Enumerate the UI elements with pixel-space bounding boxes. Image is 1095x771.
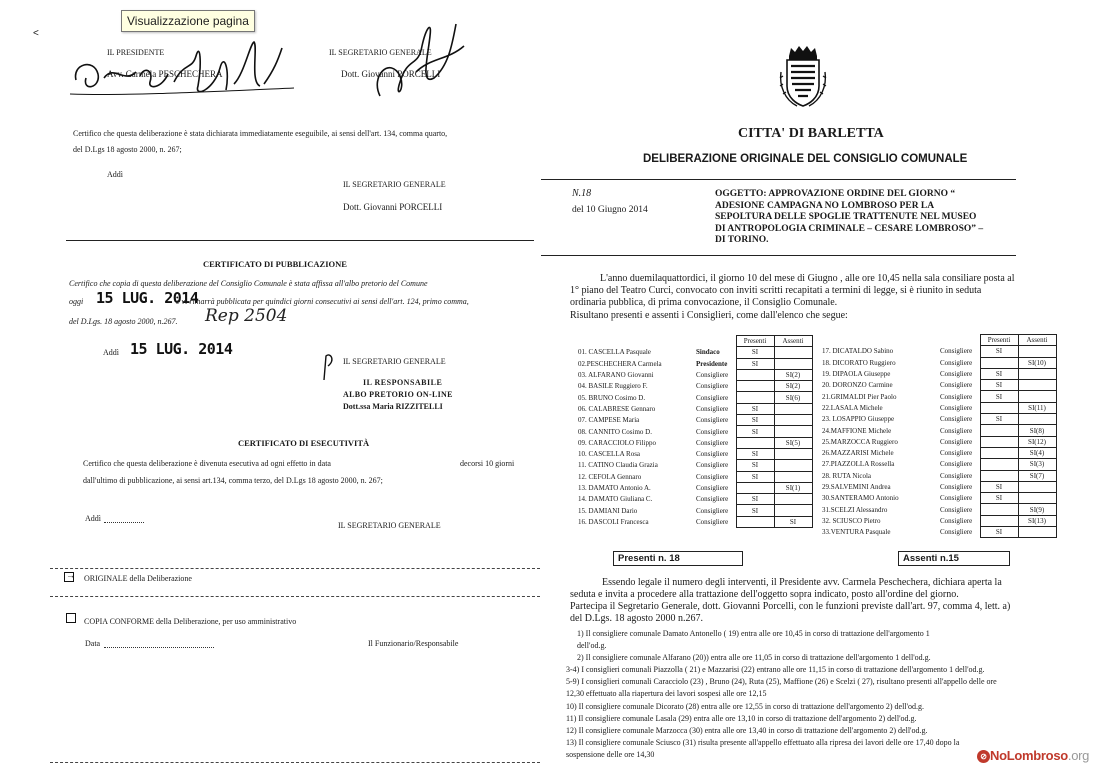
- member-name: 06. CALABRESE Gennaro: [578, 404, 656, 413]
- member-presente: [736, 392, 774, 403]
- member-assente: SI(12): [1018, 436, 1056, 447]
- note-line: 2) Il consigliere comunale Alfarano (20)) entra alle ore 11,05 in corso di trattazione dell'argomento 1 dell'od.g.: [577, 653, 931, 663]
- member-assente: SI(11): [1018, 402, 1056, 413]
- member-presente: SI: [736, 403, 774, 414]
- member-presente: SI: [736, 448, 774, 459]
- oggetto-line: DI ANTROPOLOGIA CRIMINALE – CESARE LOMBROSO” –: [715, 223, 984, 234]
- copia-checkbox[interactable]: [66, 613, 76, 623]
- council-member-row: [820, 368, 1056, 379]
- member-assente: SI(13): [1018, 515, 1056, 526]
- member-presente: [736, 381, 774, 392]
- member-presente: SI: [980, 380, 1018, 391]
- member-presente: [980, 459, 1018, 470]
- member-name: 10. CASCELLA Rosa: [578, 450, 641, 459]
- repertorio-handwritten: Rep 2504: [205, 306, 288, 326]
- council-member-row: [820, 504, 1056, 515]
- council-member-row: [820, 436, 1056, 447]
- header-presenti: Presenti: [980, 335, 1018, 346]
- responsabile-line3: Dott.ssa Maria RIZZITELLI: [343, 402, 443, 411]
- member-presente: [980, 402, 1018, 413]
- member-name: 18. DICORATO Ruggiero: [822, 358, 896, 367]
- member-presente: [980, 447, 1018, 458]
- member-assente: [1018, 414, 1056, 425]
- council-member-row: [820, 470, 1056, 481]
- member-assente: SI(8): [1018, 425, 1056, 436]
- member-presente: SI: [736, 460, 774, 471]
- member-role: Consigliere: [940, 415, 973, 424]
- small-signature-mark: [318, 352, 338, 382]
- segretario-heading-3: IL SEGRETARIO GENERALE: [338, 521, 441, 530]
- member-presente: [736, 437, 774, 448]
- oggetto-line: SEPOLTURA DELLE SPOGLIE TRATTENUTE NEL MUSEO: [715, 212, 977, 223]
- council-member-row: [576, 437, 812, 448]
- member-assente: [1018, 493, 1056, 504]
- council-member-row: [820, 425, 1056, 436]
- member-role: Consigliere: [696, 461, 729, 470]
- presidente-name: Avv. Carmela PESCHECHERA: [107, 69, 223, 79]
- executivity-line1: Certifico che questa deliberazione è divenuta esecutiva ad ogni effetto in data: [83, 459, 331, 468]
- member-presente: SI: [980, 391, 1018, 402]
- responsabile-line1: IL RESPONSABILE: [363, 378, 443, 387]
- council-table-left: [576, 335, 813, 528]
- member-presente: [980, 470, 1018, 481]
- member-name: 33.VENTURA Pasquale: [822, 528, 891, 537]
- deliberation-title: DELIBERAZIONE ORIGINALE DEL CONSIGLIO COMUNALE: [643, 153, 968, 165]
- member-presente: SI: [980, 414, 1018, 425]
- council-member-row: [576, 415, 812, 426]
- member-name: 28. RUTA Nicola: [822, 471, 872, 480]
- member-name: 03. ALFARANO Giovanni: [578, 371, 654, 380]
- note-line: 1) Il consigliere comunale Damato Antonello ( 19) entra alle ore 10,45 in corso di trattazione dell'argomento 1: [577, 629, 930, 638]
- member-presente: [736, 516, 774, 527]
- member-presente: SI: [980, 481, 1018, 492]
- council-member-row: [576, 448, 812, 459]
- member-name: 11. CATINO Claudia Grazia: [578, 461, 658, 470]
- header-rule-bottom: [541, 255, 1016, 256]
- member-presente: SI: [980, 527, 1018, 538]
- member-presente: SI: [980, 368, 1018, 379]
- member-role: Consigliere: [940, 528, 973, 537]
- member-name: 13. DAMATO Antonio A.: [578, 484, 651, 492]
- council-member-row: [576, 505, 812, 516]
- responsabile-line2: ALBO PRETORIO ON-LINE: [343, 390, 453, 399]
- member-name: 08. CANNITO Cosimo D.: [578, 427, 652, 436]
- member-role: Consigliere: [696, 517, 729, 526]
- member-presente: [736, 369, 774, 380]
- member-name: 31.SCELZI Alessandro: [822, 505, 888, 514]
- council-member-row: [820, 527, 1056, 538]
- member-name: 09. CARACCIOLO Filippo: [578, 438, 656, 447]
- header-spacer: [576, 336, 694, 347]
- member-name: 15. DAMIANI Dario: [578, 506, 638, 515]
- member-presente: SI: [736, 358, 774, 369]
- member-presente: [980, 357, 1018, 368]
- member-assente: [774, 358, 812, 369]
- page-corner-mark: <: [33, 28, 39, 39]
- publication-title: CERTIFICATO DI PUBBLICAZIONE: [203, 259, 347, 269]
- nolombroso-watermark[interactable]: [977, 748, 1089, 763]
- executivity-line2: dall'ultimo di pubblicazione, ai sensi art.134, comma terzo, del D.Lgs 18 agosto 2000, n. 267;: [83, 476, 383, 485]
- member-name: 23. LOSAPPIO Giuseppe: [822, 415, 895, 424]
- cert-exec-line1: Certifico che questa deliberazione è stata dichiarata immediatamente eseguibile, ai sensi dell'art. 134, comma quarto,: [73, 129, 448, 138]
- member-presente: SI: [736, 494, 774, 505]
- council-member-row: [576, 369, 812, 380]
- addi-3-dotted-line: [104, 522, 144, 523]
- member-role: Consigliere: [940, 516, 973, 525]
- note-line: 5-9) I consiglieri comunali Caracciolo (23) , Bruno (24), Ruta (25), Maffione (26) e Scelzi ( 27), risultano presenti all'appello delle ore: [566, 677, 997, 687]
- member-role: Consigliere: [696, 404, 729, 413]
- council-member-row: [576, 482, 812, 493]
- member-name: 02.PESCHECHERA Carmela: [578, 359, 662, 368]
- body-line: Partecipa il Segretario Generale, dott. Giovanni Porcelli, con le funzioni previste dall'art. 97, comma 4, lett. a): [570, 600, 1011, 612]
- table-header-row: [576, 336, 812, 347]
- member-assente: [1018, 391, 1056, 402]
- council-member-row: [576, 471, 812, 482]
- originale-check-mark: →: [66, 570, 75, 580]
- header-presenti: Presenti: [736, 336, 774, 347]
- header-spacer: [820, 335, 938, 346]
- data-label: Data: [85, 639, 101, 648]
- council-member-row: [820, 346, 1056, 357]
- deliberation-date: del 10 Giugno 2014: [572, 205, 648, 215]
- oggetto-line: ADESIONE CAMPAGNA NO LOMBROSO PER LA: [715, 200, 935, 211]
- header-spacer: [938, 335, 980, 346]
- member-role: Consigliere: [940, 494, 973, 503]
- council-member-row: [576, 381, 812, 392]
- publication-date-stamp: 15 LUG. 2014: [96, 289, 199, 307]
- member-role: Consigliere: [940, 437, 973, 446]
- member-name: 01. CASCELLA Pasquale: [578, 348, 651, 357]
- member-role: Consigliere: [940, 370, 973, 379]
- member-assente: [774, 347, 812, 358]
- executivity-line1-end: decorsi 10 giorni: [460, 459, 515, 468]
- note-line: 10) Il consigliere comunale Dicorato (28) entra alle ore 12,55 in corso di trattazione dell'argomento 2) dell'od.g.: [566, 701, 924, 711]
- member-presente: SI: [736, 471, 774, 482]
- member-presente: [980, 504, 1018, 515]
- member-name: 24.MAFFIONE Michele: [822, 426, 892, 435]
- member-name: 32. SCIUSCO Pietro: [822, 516, 881, 525]
- council-member-row: [820, 493, 1056, 504]
- member-name: 27.PIAZZOLLA Rossella: [822, 460, 895, 469]
- member-role: Consigliere: [696, 393, 729, 402]
- header-rule-top: [541, 179, 1016, 180]
- presidente-heading: IL PRESIDENTE: [107, 48, 165, 57]
- assenti-total: Assenti n.15: [898, 551, 1010, 566]
- funzionario-label: Il Funzionario/Responsabile: [368, 639, 459, 648]
- member-assente: [774, 494, 812, 505]
- member-presente: [980, 515, 1018, 526]
- member-role: Consigliere: [696, 371, 729, 380]
- body-line: seduta e invita a procedere alla trattazione dell'oggetto sopra indicato, posto all'ordine del giorno.: [570, 588, 959, 600]
- presidente-signature: [64, 34, 304, 104]
- header-spacer: [694, 336, 736, 347]
- originale-label: ORIGINALE della Deliberazione: [84, 574, 192, 583]
- member-assente: SI(1): [774, 482, 812, 493]
- member-name: 21.GRIMALDI Pier Paolo: [822, 392, 897, 401]
- member-name: 25.MARZOCCA Ruggiero: [822, 437, 898, 446]
- member-role: Consigliere: [940, 449, 973, 458]
- member-name: 22.LASALA Michele: [822, 403, 883, 412]
- addi-label-3: Addì: [85, 514, 101, 523]
- member-role: Consigliere: [696, 484, 729, 492]
- segretario-heading-1: IL SEGRETARIO GENERALE: [343, 180, 446, 189]
- council-member-row: [576, 516, 812, 527]
- segretario-heading-top: IL SEGRETARIO GENERALE: [329, 48, 432, 57]
- member-assente: [1018, 481, 1056, 492]
- member-name: 16. DASCOLI Francesca: [578, 517, 649, 526]
- member-name: 12. CEFOLA Gennaro: [578, 472, 642, 481]
- member-role: Presidente: [696, 359, 728, 368]
- divider-dashed-3: [50, 762, 540, 763]
- barletta-crest-icon: [777, 42, 829, 110]
- council-member-row: [820, 481, 1056, 492]
- member-assente: SI: [774, 516, 812, 527]
- member-name: 17. DICATALDO Sabino: [822, 347, 894, 356]
- member-assente: [774, 403, 812, 414]
- member-role: Consigliere: [940, 483, 973, 491]
- member-assente: SI(6): [774, 392, 812, 403]
- deliberation-number: N.18: [572, 188, 592, 199]
- council-member-row: [820, 402, 1056, 413]
- member-presente: SI: [980, 346, 1018, 357]
- copia-label: COPIA CONFORME della Deliberazione, per uso amministrativo: [84, 617, 297, 626]
- addi-date-stamp: 15 LUG. 2014: [130, 340, 233, 358]
- member-role: Sindaco: [696, 348, 720, 357]
- council-member-row: [576, 403, 812, 414]
- member-presente: [980, 425, 1018, 436]
- member-role: Consigliere: [696, 472, 729, 481]
- member-role: Consigliere: [940, 471, 973, 480]
- member-role: Consigliere: [696, 416, 729, 425]
- presenti-total: Presenti n. 18: [613, 551, 743, 566]
- member-name: 04. BASILE Ruggiero F.: [578, 382, 648, 391]
- addi-label-2: Addì: [103, 348, 119, 357]
- member-name: 07. CAMPESE Maria: [578, 416, 640, 425]
- intro-paragraph: [570, 273, 1080, 322]
- member-role: Consigliere: [696, 495, 729, 504]
- member-assente: SI(3): [1018, 459, 1056, 470]
- publication-oggi: oggi: [69, 297, 84, 306]
- city-name: CITTA' DI BARLETTA: [738, 126, 884, 141]
- member-presente: SI: [736, 415, 774, 426]
- divider-dashed-1: [50, 568, 540, 569]
- note-line: 12) Il consigliere comunale Marzocca (30) entra alle ore 13,40 in corso di trattazione dell'argomento 2) dell'od.g.: [566, 725, 928, 735]
- council-member-row: [820, 447, 1056, 458]
- member-presente: SI: [736, 347, 774, 358]
- council-member-row: [820, 380, 1056, 391]
- council-member-row: [820, 391, 1056, 402]
- member-role: Consigliere: [696, 382, 729, 391]
- member-name: 29.SALVEMINI Andrea: [822, 483, 891, 491]
- member-assente: SI(10): [1018, 357, 1056, 368]
- council-member-row: [576, 358, 812, 369]
- member-role: Consigliere: [696, 450, 729, 459]
- council-member-row: [576, 426, 812, 437]
- council-member-row: [820, 414, 1056, 425]
- intro-line: ordinaria pubblica, di prima convocazione, il Consiglio Comunale.: [570, 297, 838, 309]
- member-name: 19. DIPAOLA Giuseppe: [822, 370, 891, 379]
- segretario-name-top: Dott. Giovanni PORCELLI: [341, 69, 441, 79]
- member-name: 30.SANTERAMO Antonio: [822, 494, 899, 503]
- council-member-row: [820, 357, 1056, 368]
- cert-exec-line2: del D.Lgs 18 agosto 2000, n. 267;: [73, 145, 182, 154]
- oggetto-line: DI TORINO.: [715, 235, 769, 246]
- publication-line2: e vi rimarrà pubblicata per quindici giorni consecutivi ai sensi dell'art. 124, primo comma,: [176, 297, 469, 306]
- notes-block: [566, 628, 1084, 761]
- member-assente: [774, 505, 812, 516]
- member-assente: SI(4): [1018, 447, 1056, 458]
- council-member-row: [576, 392, 812, 403]
- table-header-row: [820, 335, 1056, 346]
- member-assente: [774, 448, 812, 459]
- note-line: 3-4) I consiglieri comunali Piazzolla ( 21) e Mazzarisi (22) entrano alle ore 11,15 in corso di trattazione dell'argomento 1 dell'od.g.: [566, 665, 985, 675]
- body-line: Essendo legale il numero degli interventi, il Presidente avv. Carmela Peschechera, dichiara aperta la: [602, 577, 1002, 588]
- member-assente: [1018, 368, 1056, 379]
- member-assente: [774, 415, 812, 426]
- member-presente: SI: [736, 426, 774, 437]
- member-assente: SI(9): [1018, 504, 1056, 515]
- member-name: 26.MAZZARISI Michele: [822, 449, 894, 458]
- council-member-row: [820, 515, 1056, 526]
- member-presente: SI: [980, 493, 1018, 504]
- watermark-main: Lombroso: [1006, 748, 1068, 763]
- publication-line3: del D.Lgs. 18 agosto 2000, n.267.: [69, 317, 178, 326]
- intro-line: L'anno duemilaquattordici, il giorno 10 del mese di Giugno , alle ore 10,45 nella sala consiliare posta al: [600, 273, 1015, 284]
- header-assenti: Assenti: [1018, 335, 1056, 346]
- council-member-row: [576, 347, 812, 358]
- member-assente: SI(2): [774, 369, 812, 380]
- publication-line1: Certifico che copia di questa deliberazione del Consiglio Comunale è stata affissa all'albo pretorio del Comune: [69, 279, 428, 288]
- council-table-right: [820, 334, 1057, 538]
- note-line: sospensione delle ore 14,30: [566, 749, 655, 759]
- note-line: dell'od.g.: [577, 641, 607, 651]
- member-role: Consigliere: [940, 426, 973, 435]
- council-member-row: [820, 459, 1056, 470]
- divider-dashed-2: [50, 596, 540, 597]
- member-assente: [774, 471, 812, 482]
- member-presente: [736, 482, 774, 493]
- oggetto-line: OGGETTO: APPROVAZIONE ORDINE DEL GIORNO “: [715, 189, 956, 199]
- member-assente: [774, 426, 812, 437]
- member-role: Consigliere: [696, 427, 729, 436]
- member-role: Consigliere: [940, 505, 973, 514]
- member-role: Consigliere: [940, 403, 973, 412]
- member-role: Consigliere: [940, 460, 973, 469]
- intro-line: Risultano presenti e assenti i Consiglieri, come dall'elenco che segue:: [570, 309, 848, 321]
- header-assenti: Assenti: [774, 336, 812, 347]
- data-dotted-line: [104, 647, 214, 648]
- note-line: 13) Il consigliere comunale Sciusco (31) risulta presente all'appello effettuato alla ripresa dei lavori delle ore 17,40 dopo la: [566, 737, 960, 747]
- member-assente: [1018, 380, 1056, 391]
- council-member-row: [576, 494, 812, 505]
- council-member-row: [576, 460, 812, 471]
- member-role: Consigliere: [940, 347, 973, 356]
- executivity-title: CERTIFICATO DI ESECUTIVITÀ: [238, 438, 370, 448]
- segretario-name-1: Dott. Giovanni PORCELLI: [343, 202, 443, 212]
- member-role: Consigliere: [696, 506, 729, 515]
- note-line: 12,30 effettuato alla riapertura dei lavori sospesi alle ore 12,15: [566, 689, 767, 699]
- member-presente: SI: [736, 505, 774, 516]
- segretario-heading-2: IL SEGRETARIO GENERALE: [343, 357, 446, 366]
- member-role: Consigliere: [940, 381, 973, 390]
- divider-line-1: [66, 240, 534, 241]
- note-line: 11) Il consigliere comunale Lasala (29) entra alle ore 13,10 in corso di trattazione dell'argomento 2) dell'od.g.: [566, 713, 917, 723]
- member-role: Consigliere: [696, 438, 729, 447]
- addi-label-1: Addì: [107, 170, 123, 179]
- no-sign-icon: ⊘: [977, 750, 990, 763]
- member-name: 14. DAMATO Giuliana C.: [578, 495, 653, 504]
- oggetto-block: [715, 189, 1015, 247]
- body-paragraph: [570, 577, 1080, 625]
- segretario-signature: [360, 16, 470, 106]
- member-assente: [1018, 527, 1056, 538]
- page-view-tooltip: Visualizzazione pagina: [121, 10, 255, 32]
- member-assente: SI(5): [774, 437, 812, 448]
- member-name: 05. BRUNO Cosimo D.: [578, 393, 646, 402]
- member-role: Consigliere: [940, 392, 973, 401]
- member-presente: [980, 436, 1018, 447]
- watermark-prefix: No: [990, 748, 1007, 763]
- member-role: Consigliere: [940, 358, 973, 367]
- member-assente: SI(7): [1018, 470, 1056, 481]
- member-assente: SI(2): [774, 381, 812, 392]
- member-assente: [1018, 346, 1056, 357]
- watermark-suffix: .org: [1067, 748, 1090, 763]
- member-name: 20. DORONZO Carmine: [822, 381, 893, 390]
- intro-line: 1° piano del Teatro Curci, convocato con inviti scritti recapitati a termini di legge, si è riunito in seduta: [570, 285, 982, 297]
- body-line: del D.Lgs. 18 agosto 2000 n.267.: [570, 612, 704, 624]
- member-assente: [774, 460, 812, 471]
